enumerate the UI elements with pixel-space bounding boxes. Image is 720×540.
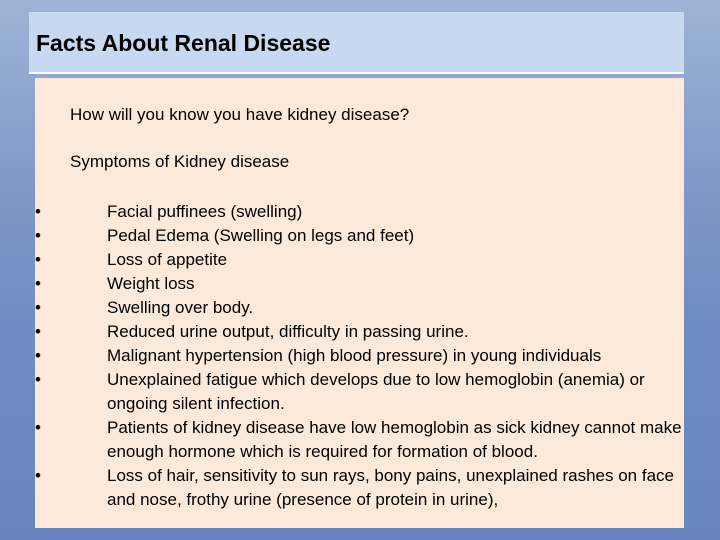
bullet-icon: • xyxy=(35,466,41,485)
symptom-item xyxy=(35,224,684,248)
symptom-item xyxy=(35,320,684,344)
bullet-icon: • xyxy=(35,250,41,269)
symptom-text: Loss of hair, sensitivity to sun rays, bony pains, unexplained rashes on face and nose, frothy urine (presence of protein in urine), xyxy=(107,466,674,509)
bullet-icon: • xyxy=(35,322,41,341)
bullet-icon: • xyxy=(35,298,41,317)
content-box xyxy=(35,78,684,528)
title-bar xyxy=(29,12,684,74)
symptom-item xyxy=(35,200,684,224)
symptom-text: Facial puffinees (swelling) xyxy=(107,202,303,221)
symptom-text: Swelling over body. xyxy=(107,298,254,317)
symptom-item xyxy=(35,248,684,272)
symptom-item xyxy=(35,296,684,320)
symptom-item xyxy=(35,272,684,296)
symptom-text: Patients of kidney disease have low hemoglobin as sick kidney cannot make enough hormone which is required for formation of blood. xyxy=(107,418,682,461)
bullet-icon: • xyxy=(35,274,41,293)
symptoms-heading: Symptoms of Kidney disease xyxy=(70,152,290,171)
symptom-text: Reduced urine output, difficulty in passing urine. xyxy=(107,322,469,341)
bullet-icon: • xyxy=(35,202,41,221)
question-text: How will you know you have kidney disease? xyxy=(70,105,410,124)
bullet-icon: • xyxy=(35,370,41,389)
symptom-text: Loss of appetite xyxy=(107,250,228,269)
bullet-icon: • xyxy=(35,346,41,365)
symptom-text: Unexplained fatigue which develops due to low hemoglobin (anemia) or ongoing silent infection. xyxy=(107,370,645,413)
slide-title: Facts About Renal Disease xyxy=(36,30,331,56)
symptom-item xyxy=(35,344,684,368)
symptom-item xyxy=(35,464,684,512)
symptom-text: Malignant hypertension (high blood pressure) in young individuals xyxy=(107,346,602,365)
symptoms-list xyxy=(35,200,684,512)
symptom-item xyxy=(35,416,684,464)
bullet-icon: • xyxy=(35,418,41,437)
bullet-icon: • xyxy=(35,226,41,245)
symptom-text: Weight loss xyxy=(107,274,195,293)
symptom-text: Pedal Edema (Swelling on legs and feet) xyxy=(107,226,415,245)
symptom-item xyxy=(35,368,684,416)
